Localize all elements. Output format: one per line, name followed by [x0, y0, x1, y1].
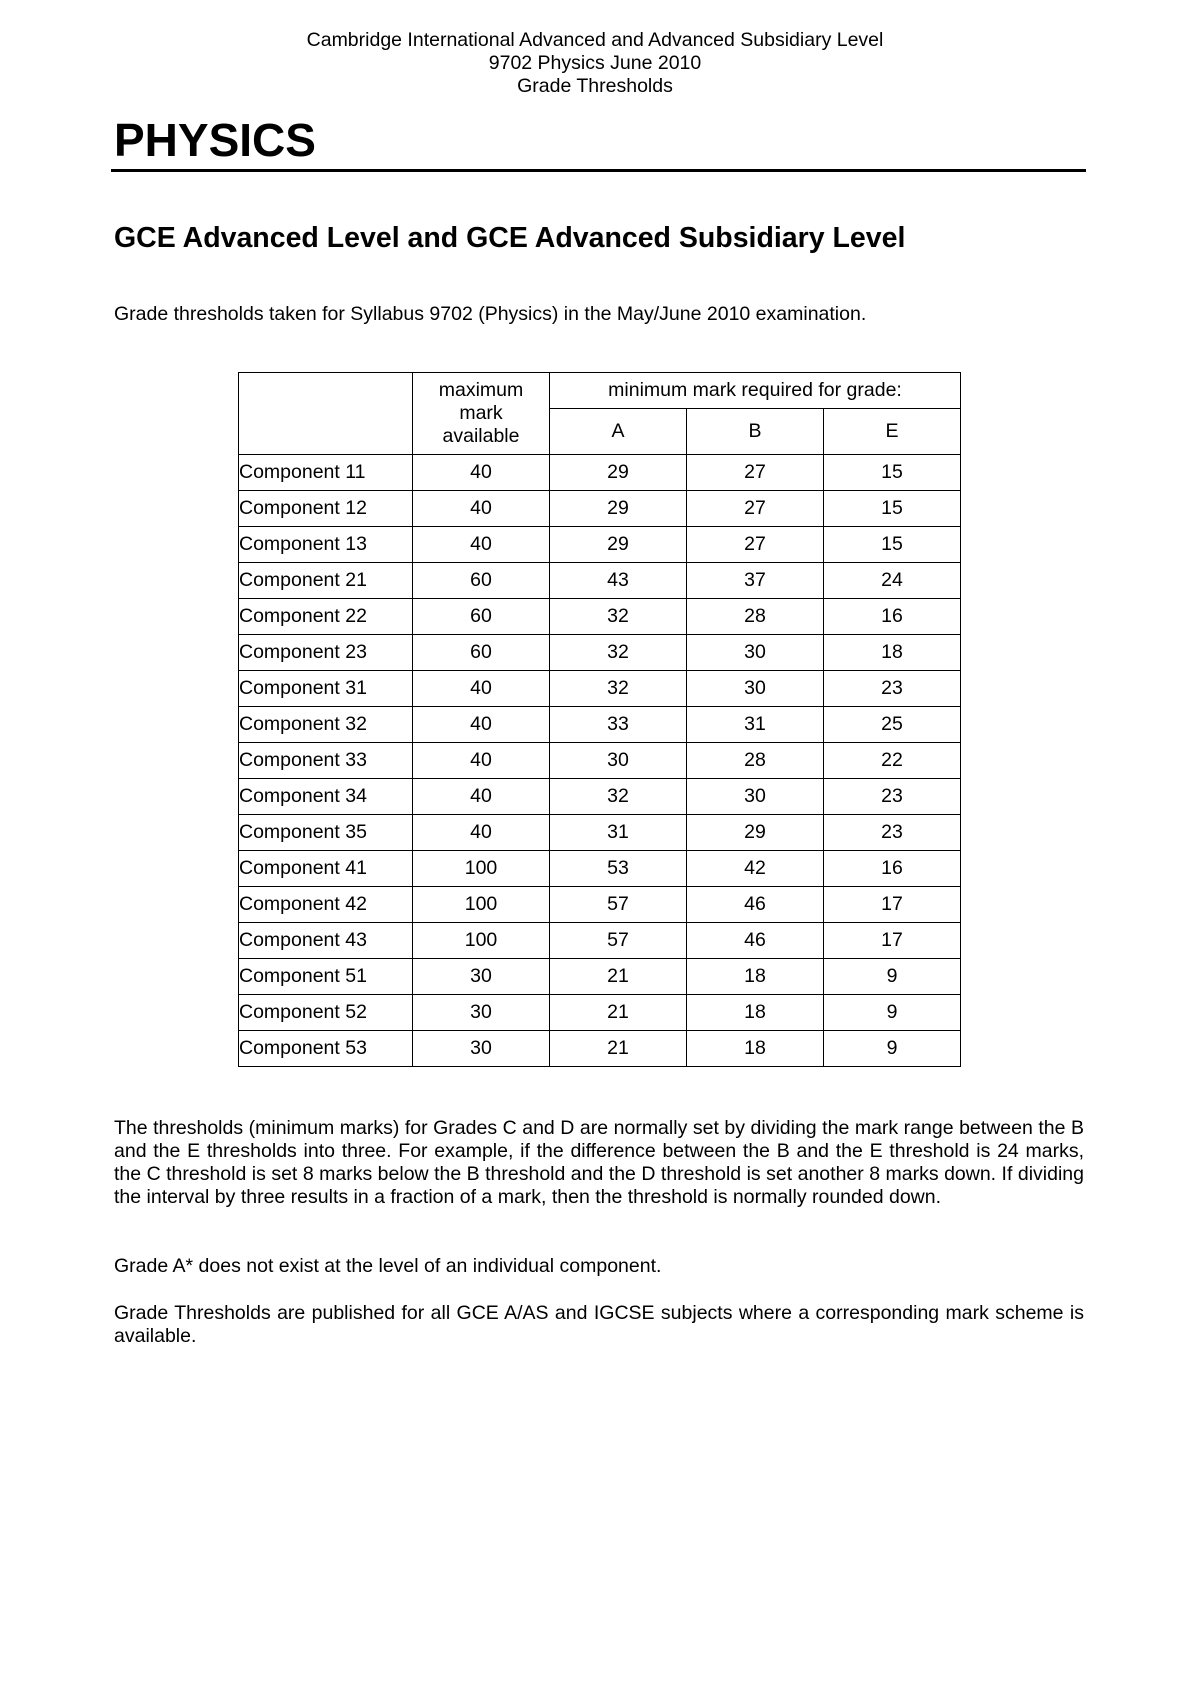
table-row	[239, 887, 961, 923]
max-mark-cell: 40	[413, 527, 550, 563]
grade-e-cell: 9	[824, 1031, 961, 1067]
table-row	[239, 1031, 961, 1067]
table-row	[239, 995, 961, 1031]
grade-b-cell: 46	[687, 923, 824, 959]
header-grade-e: E	[824, 408, 961, 454]
document-header	[0, 29, 1190, 98]
grade-e-cell: 16	[824, 599, 961, 635]
grade-b-cell: 30	[687, 779, 824, 815]
grade-b-cell: 37	[687, 563, 824, 599]
grade-a-cell: 21	[550, 959, 687, 995]
max-mark-cell: 40	[413, 671, 550, 707]
grade-b-cell: 29	[687, 815, 824, 851]
grade-b-cell: 27	[687, 455, 824, 491]
grade-a-cell: 32	[550, 779, 687, 815]
grade-a-cell: 31	[550, 815, 687, 851]
grade-threshold-table	[238, 372, 961, 1067]
grade-a-cell: 29	[550, 527, 687, 563]
max-mark-cell: 30	[413, 995, 550, 1031]
subject-title: PHYSICS	[114, 114, 316, 166]
table-row	[239, 635, 961, 671]
component-cell: Component 52	[239, 995, 413, 1031]
grade-a-cell: 29	[550, 491, 687, 527]
grade-e-cell: 9	[824, 959, 961, 995]
grade-a-cell: 21	[550, 995, 687, 1031]
grade-e-cell: 15	[824, 527, 961, 563]
grade-e-cell: 9	[824, 995, 961, 1031]
component-cell: Component 32	[239, 707, 413, 743]
max-mark-cell: 40	[413, 707, 550, 743]
grade-a-cell: 29	[550, 455, 687, 491]
grade-b-cell: 18	[687, 1031, 824, 1067]
grade-b-cell: 30	[687, 671, 824, 707]
explanation-paragraph: The thresholds (minimum marks) for Grades C and D are normally set by dividing the mark range between the B and the E thresholds into three. For example, if the difference between the B and the E threshold is 24 marks, the C threshold is set 8 marks below the B threshold and the D threshold is set another 8 marks down. If dividing the interval by three results in a fraction of a mark, then the threshold is normally rounded down.	[114, 1117, 1084, 1208]
grade-e-cell: 22	[824, 743, 961, 779]
component-cell: Component 31	[239, 671, 413, 707]
max-mark-cell: 60	[413, 563, 550, 599]
grade-e-cell: 15	[824, 491, 961, 527]
grade-a-cell: 53	[550, 851, 687, 887]
table-row	[239, 563, 961, 599]
grade-b-cell: 46	[687, 887, 824, 923]
max-mark-cell: 40	[413, 779, 550, 815]
component-cell: Component 35	[239, 815, 413, 851]
max-mark-cell: 30	[413, 1031, 550, 1067]
component-cell: Component 23	[239, 635, 413, 671]
table-row	[239, 815, 961, 851]
grade-e-cell: 25	[824, 707, 961, 743]
max-mark-cell: 40	[413, 455, 550, 491]
table-row	[239, 599, 961, 635]
table-row	[239, 527, 961, 563]
component-cell: Component 34	[239, 779, 413, 815]
grade-b-cell: 28	[687, 599, 824, 635]
max-mark-cell: 100	[413, 851, 550, 887]
table-row	[239, 455, 961, 491]
grade-b-cell: 27	[687, 491, 824, 527]
header-max-line: maximum	[438, 379, 524, 401]
table-row	[239, 743, 961, 779]
grade-b-cell: 27	[687, 527, 824, 563]
grade-b-cell: 18	[687, 959, 824, 995]
table-row	[239, 923, 961, 959]
level-heading: GCE Advanced Level and GCE Advanced Subsidiary Level	[114, 222, 906, 254]
grade-a-cell: 57	[550, 923, 687, 959]
intro-text: Grade thresholds taken for Syllabus 9702 (Physics) in the May/June 2010 examination.	[114, 303, 867, 325]
component-cell: Component 21	[239, 563, 413, 599]
component-cell: Component 53	[239, 1031, 413, 1067]
a-star-note: Grade A* does not exist at the level of an individual component.	[114, 1255, 662, 1277]
grade-e-cell: 16	[824, 851, 961, 887]
grade-e-cell: 18	[824, 635, 961, 671]
component-cell: Component 41	[239, 851, 413, 887]
max-mark-cell: 60	[413, 635, 550, 671]
grade-a-cell: 43	[550, 563, 687, 599]
publication-note: Grade Thresholds are published for all GCE A/AS and IGCSE subjects where a corresponding mark scheme is available.	[114, 1302, 1084, 1347]
max-mark-cell: 60	[413, 599, 550, 635]
component-cell: Component 22	[239, 599, 413, 635]
table-row	[239, 779, 961, 815]
grade-a-cell: 32	[550, 635, 687, 671]
component-cell: Component 12	[239, 491, 413, 527]
component-cell: Component 11	[239, 455, 413, 491]
grade-e-cell: 17	[824, 887, 961, 923]
header-grade-b: B	[687, 408, 824, 454]
max-mark-cell: 100	[413, 923, 550, 959]
grade-b-cell: 28	[687, 743, 824, 779]
component-cell: Component 33	[239, 743, 413, 779]
header-max-line: available	[442, 425, 520, 447]
grade-a-cell: 57	[550, 887, 687, 923]
grade-a-cell: 32	[550, 599, 687, 635]
table-body	[239, 455, 961, 1067]
max-mark-cell: 40	[413, 491, 550, 527]
grade-e-cell: 23	[824, 671, 961, 707]
table-row	[239, 491, 961, 527]
table-row	[239, 671, 961, 707]
component-cell: Component 51	[239, 959, 413, 995]
header-blank-cell	[239, 373, 413, 455]
table-header-row	[239, 373, 961, 409]
grade-e-cell: 17	[824, 923, 961, 959]
header-exam-board: Cambridge International Advanced and Advanced Subsidiary Level	[306, 29, 884, 51]
header-syllabus: 9702 Physics June 2010	[488, 52, 702, 74]
grade-e-cell: 15	[824, 455, 961, 491]
grade-b-cell: 30	[687, 635, 824, 671]
header-max-line: mark	[459, 402, 503, 424]
table-row	[239, 851, 961, 887]
max-mark-cell: 30	[413, 959, 550, 995]
grade-e-cell: 23	[824, 779, 961, 815]
grade-a-cell: 33	[550, 707, 687, 743]
title-divider	[111, 169, 1086, 172]
grade-b-cell: 18	[687, 995, 824, 1031]
header-max-mark	[413, 373, 550, 455]
component-cell: Component 42	[239, 887, 413, 923]
grade-b-cell: 42	[687, 851, 824, 887]
header-doc-type: Grade Thresholds	[517, 75, 673, 97]
grade-a-cell: 30	[550, 743, 687, 779]
max-mark-cell: 100	[413, 887, 550, 923]
header-min-mark: minimum mark required for grade:	[550, 373, 961, 409]
grade-a-cell: 32	[550, 671, 687, 707]
grade-a-cell: 21	[550, 1031, 687, 1067]
table-row	[239, 707, 961, 743]
component-cell: Component 13	[239, 527, 413, 563]
max-mark-cell: 40	[413, 743, 550, 779]
grade-e-cell: 24	[824, 563, 961, 599]
header-grade-a: A	[550, 408, 687, 454]
table-row	[239, 959, 961, 995]
max-mark-cell: 40	[413, 815, 550, 851]
component-cell: Component 43	[239, 923, 413, 959]
grade-e-cell: 23	[824, 815, 961, 851]
grade-b-cell: 31	[687, 707, 824, 743]
